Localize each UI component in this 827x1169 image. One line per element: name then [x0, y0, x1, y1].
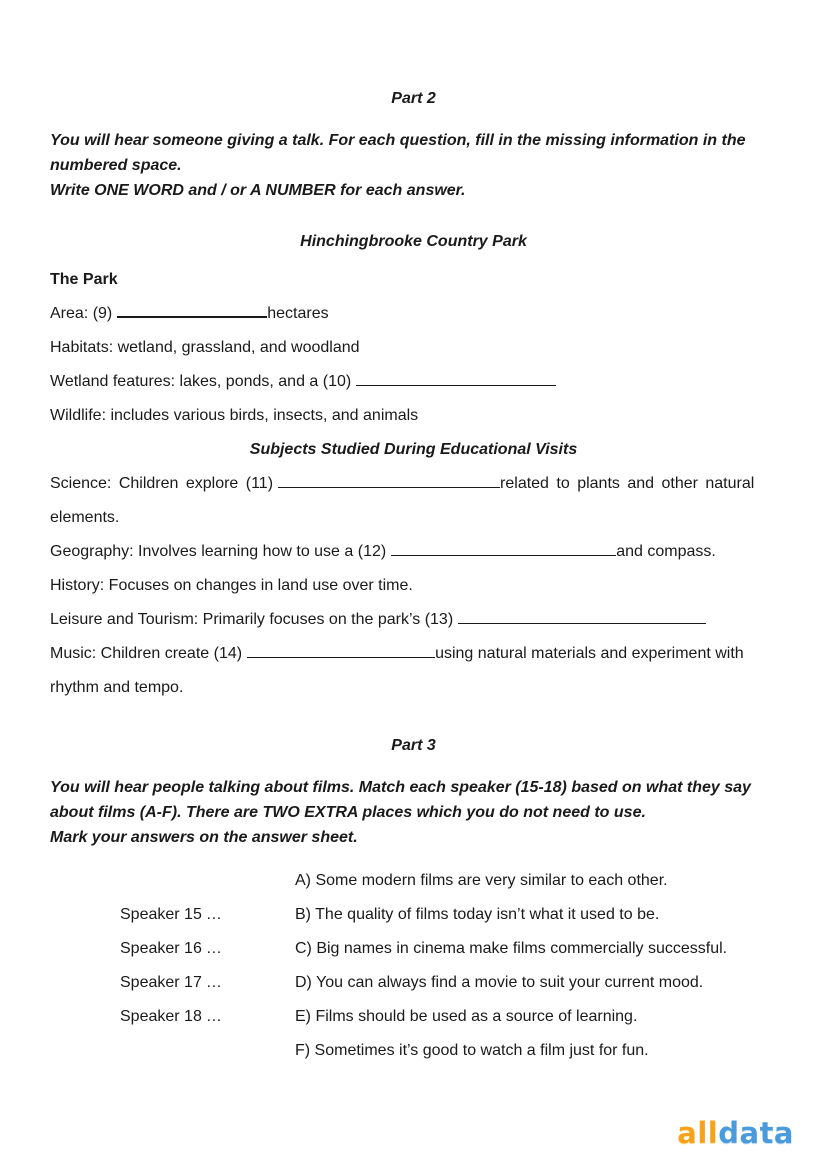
part2-instruction-line: Write ONE WORD and / or A NUMBER for each answer. [50, 182, 466, 199]
answer-blank-13[interactable] [458, 609, 706, 624]
match-row-f [50, 1034, 777, 1068]
speaker-18 [120, 1000, 295, 1034]
option-c: C) Big names in cinema make films commercially successful. [295, 940, 728, 957]
part2-topic-title: Hinchingbrooke Country Park [300, 233, 527, 250]
question-14-continuation: rhythm and tempo. [50, 679, 184, 696]
part3-heading: Part 3 [391, 737, 436, 754]
question-14-row [50, 637, 777, 671]
habitats-row: Habitats: wetland, grassland, and woodland [50, 339, 360, 356]
answer-blank-10[interactable] [356, 371, 556, 386]
history-row: History: Focuses on changes in land use over time. [50, 577, 413, 594]
answer-blank-11[interactable] [278, 473, 500, 488]
question-12-row [50, 535, 777, 569]
question-13-text: Leisure and Tourism: Primarily focuses on the park’s (13) [50, 611, 454, 628]
option-f: F) Sometimes it’s good to watch a film just for fun. [295, 1042, 649, 1059]
option-b: B) The quality of films today isn’t what it used to be. [295, 906, 660, 923]
question-9-row [50, 297, 777, 331]
answer-blank-9[interactable] [117, 302, 267, 318]
speaker-15-answer-space[interactable]: … [205, 906, 222, 923]
speaker-cell-empty [120, 1034, 295, 1068]
wildlife-row: Wildlife: includes various birds, insects, and animals [50, 407, 419, 424]
question-9-suffix: hectares [267, 305, 329, 322]
question-13-row [50, 603, 777, 637]
match-row-e [50, 1000, 777, 1034]
question-12-suffix: and compass. [616, 543, 716, 560]
section-heading-the-park: The Park [50, 271, 118, 288]
option-a: A) Some modern films are very similar to each other. [295, 872, 668, 889]
question-10-text: Wetland features: lakes, ponds, and a (10) [50, 373, 352, 390]
question-11-row [50, 467, 777, 501]
part3-instruction-line: Mark your answers on the answer sheet. [50, 829, 358, 846]
speaker-16 [120, 932, 295, 966]
question-9-text: Area: (9) [50, 305, 113, 322]
matching-task [50, 864, 777, 1068]
alldata-logo-all: all [677, 1116, 719, 1150]
part3-instruction-line: You will hear people talking about films. Match each speaker (15-18) based on what they say about films (A-F). There are TWO EXTRA places which you do not need to use. [50, 779, 751, 821]
part3-instructions [50, 775, 777, 850]
part2-instruction-line: You will hear someone giving a talk. For each question, fill in the missing information in the numbered space. [50, 132, 746, 174]
match-row-a [50, 864, 777, 898]
question-14-text: Music: Children create (14) [50, 645, 243, 662]
speaker-18-label: Speaker 18 [120, 1008, 202, 1025]
question-11-suffix: related to plants and other natural [500, 475, 755, 492]
section-heading-subjects: Subjects Studied During Educational Visits [249, 441, 578, 458]
question-10-row [50, 365, 777, 399]
question-14-suffix: using natural materials and experiment with [435, 645, 744, 662]
speaker-15 [120, 898, 295, 932]
speaker-18-answer-space[interactable]: … [205, 1008, 222, 1025]
question-12-text: Geography: Involves learning how to use a (12) [50, 543, 387, 560]
speaker-cell-empty [120, 864, 295, 898]
option-d: D) You can always find a movie to suit your current mood. [295, 974, 704, 991]
speaker-15-label: Speaker 15 [120, 906, 202, 923]
speaker-16-answer-space[interactable]: … [205, 940, 222, 957]
option-e: E) Films should be used as a source of learning. [295, 1008, 638, 1025]
speaker-16-label: Speaker 16 [120, 940, 202, 957]
match-row-c [50, 932, 777, 966]
question-11-text: Science: Children explore (11) [50, 475, 274, 492]
speaker-17 [120, 966, 295, 1000]
alldata-logo [677, 1117, 794, 1150]
alldata-logo-data: data [718, 1116, 794, 1150]
part2-instructions [50, 128, 777, 203]
answer-blank-12[interactable] [391, 541, 616, 556]
speaker-17-label: Speaker 17 [120, 974, 202, 991]
question-11-continuation: elements. [50, 509, 120, 526]
answer-blank-14[interactable] [247, 643, 435, 658]
match-row-d [50, 966, 777, 1000]
match-row-b [50, 898, 777, 932]
speaker-17-answer-space[interactable]: … [205, 974, 222, 991]
part2-heading: Part 2 [391, 90, 436, 107]
